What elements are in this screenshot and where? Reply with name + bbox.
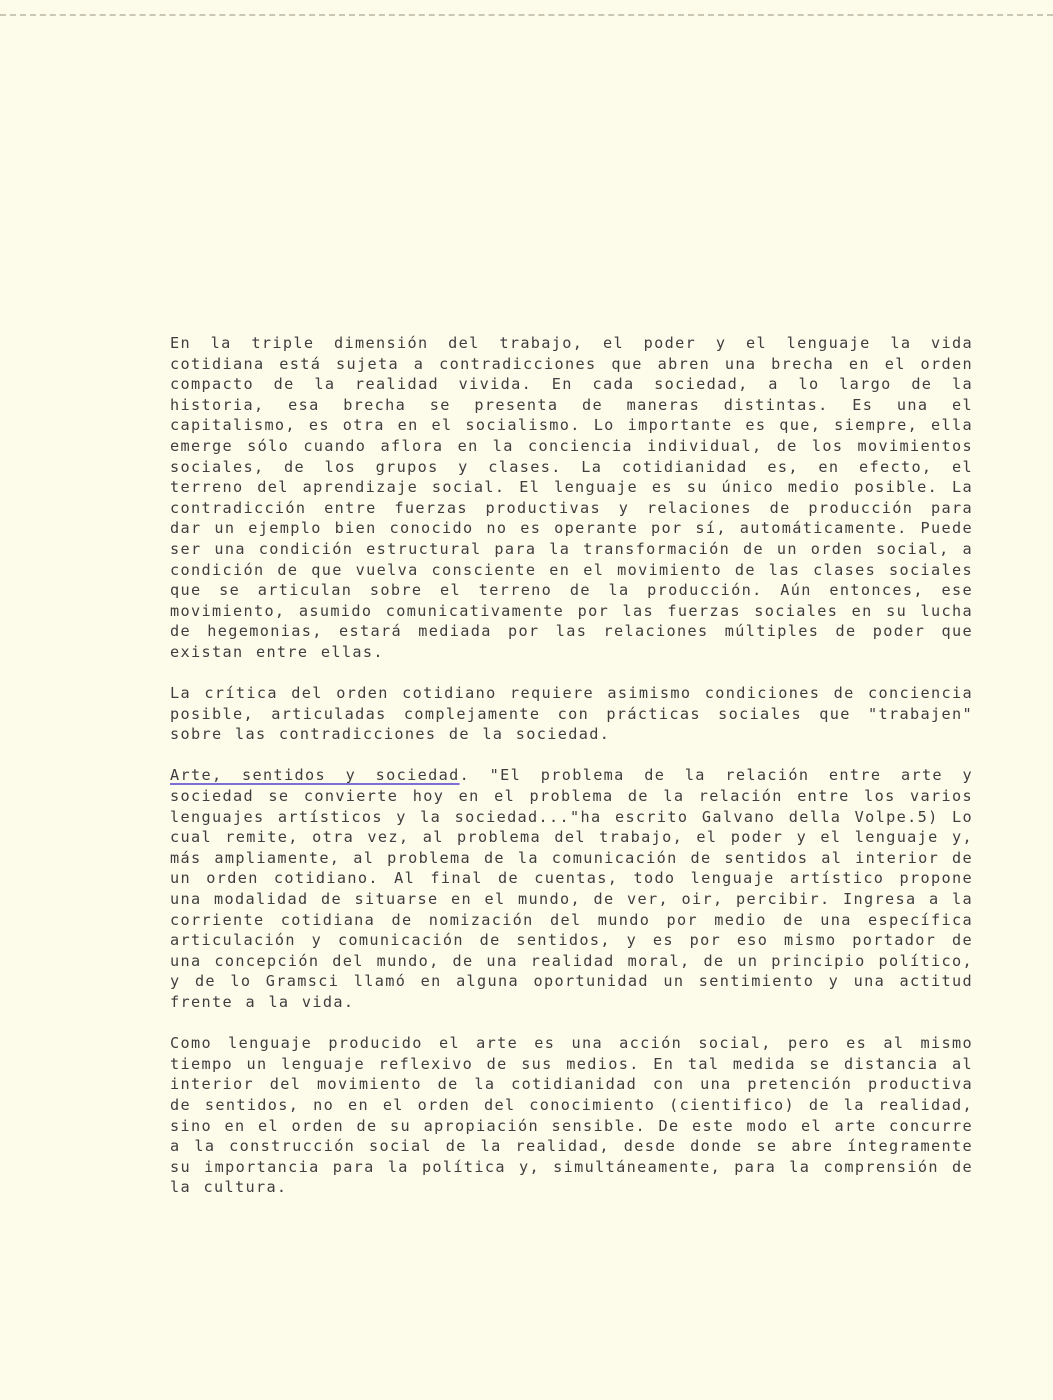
paragraph-arte-sentidos	[170, 765, 973, 1012]
paragraph-critica-orden	[170, 683, 973, 745]
paragraph-text: . "El problema de la relación entre arte y sociedad se convierte hoy en el problema de la relación entre los varios lenguajes artísticos y la sociedad..."ha escrito Galvano della Volpe.5) Lo cual remite, otra vez, al problema del trabajo, el poder y el lenguaje y, más ampliamente, al problema de la comunicación de sentidos al interior de un orden cotidiano. Al final de cuentas, todo lenguaje artístico propone una modalidad de situarse en el mundo, de ver, oir, percibir. Ingresa a la corriente cotidiana de nomización del mundo por medio de una específica articulación y comunicación de sentidos, y es por eso mismo portador de una concepción del mundo, de una realidad moral, de un principio político, y de lo Gramsci llamó en alguna oportunidad un sentimiento y una actitud frente a la vida.	[170, 766, 973, 1011]
paragraph-text: Como lenguaje producido el arte es una acción social, pero es al mismo tiempo un lenguaje reflexivo de sus medios. En tal medida se distancia al interior del movimiento de la cotidianidad con una pretención productiva de sentidos, no en el orden del conocimiento (cientifico) de la realidad, sino en el orden de su apropiación sensible. De este modo el arte concurre a la construcción social de la realidad, desde donde se abre íntegramente su importancia para la política y, simultáneamente, para la comprensión de la cultura.	[170, 1034, 973, 1197]
page-top-edge	[0, 14, 1053, 16]
paragraph-text: La crítica del orden cotidiano requiere asimismo condiciones de conciencia posible, articuladas complejamente con prácticas sociales que "trabajen" sobre las contradicciones de la sociedad.	[170, 684, 973, 744]
paragraph-text: En la triple dimensión del trabajo, el poder y el lenguaje la vida cotidiana está sujeta a contradicciones que abren una brecha en el orden compacto de la realidad vivida. En cada sociedad, a lo largo de la historia, esa brecha se presenta de maneras distintas. Es una el capitalismo, es otra en el socialismo. Lo importante es que, siempre, ella emerge sólo cuando aflora en la conciencia individual, de los movimientos sociales, de los grupos y clases. La cotidianidad es, en efecto, el terreno del aprendizaje social. El lenguaje es su único medio posible. La contradicción entre fuerzas productivas y relaciones de producción para dar un ejemplo bien conocido no es operante por sí, automáticamente. Puede ser una condición estructural para la transformación de un orden social, a condición de que vuelva consciente en el movimiento de las clases sociales que se articulan sobre el terreno de la producción. Aún entonces, ese movimiento, asumido comunicativamente por las fuerzas sociales en su lucha de hegemonias, estará mediada por las relaciones múltiples de poder que existan entre ellas.	[170, 334, 973, 661]
section-heading: Arte, sentidos y sociedad	[170, 766, 460, 785]
document-body	[170, 333, 973, 1198]
paragraph-dimension-trabajo	[170, 333, 973, 663]
paragraph-lenguaje-producido	[170, 1033, 973, 1198]
